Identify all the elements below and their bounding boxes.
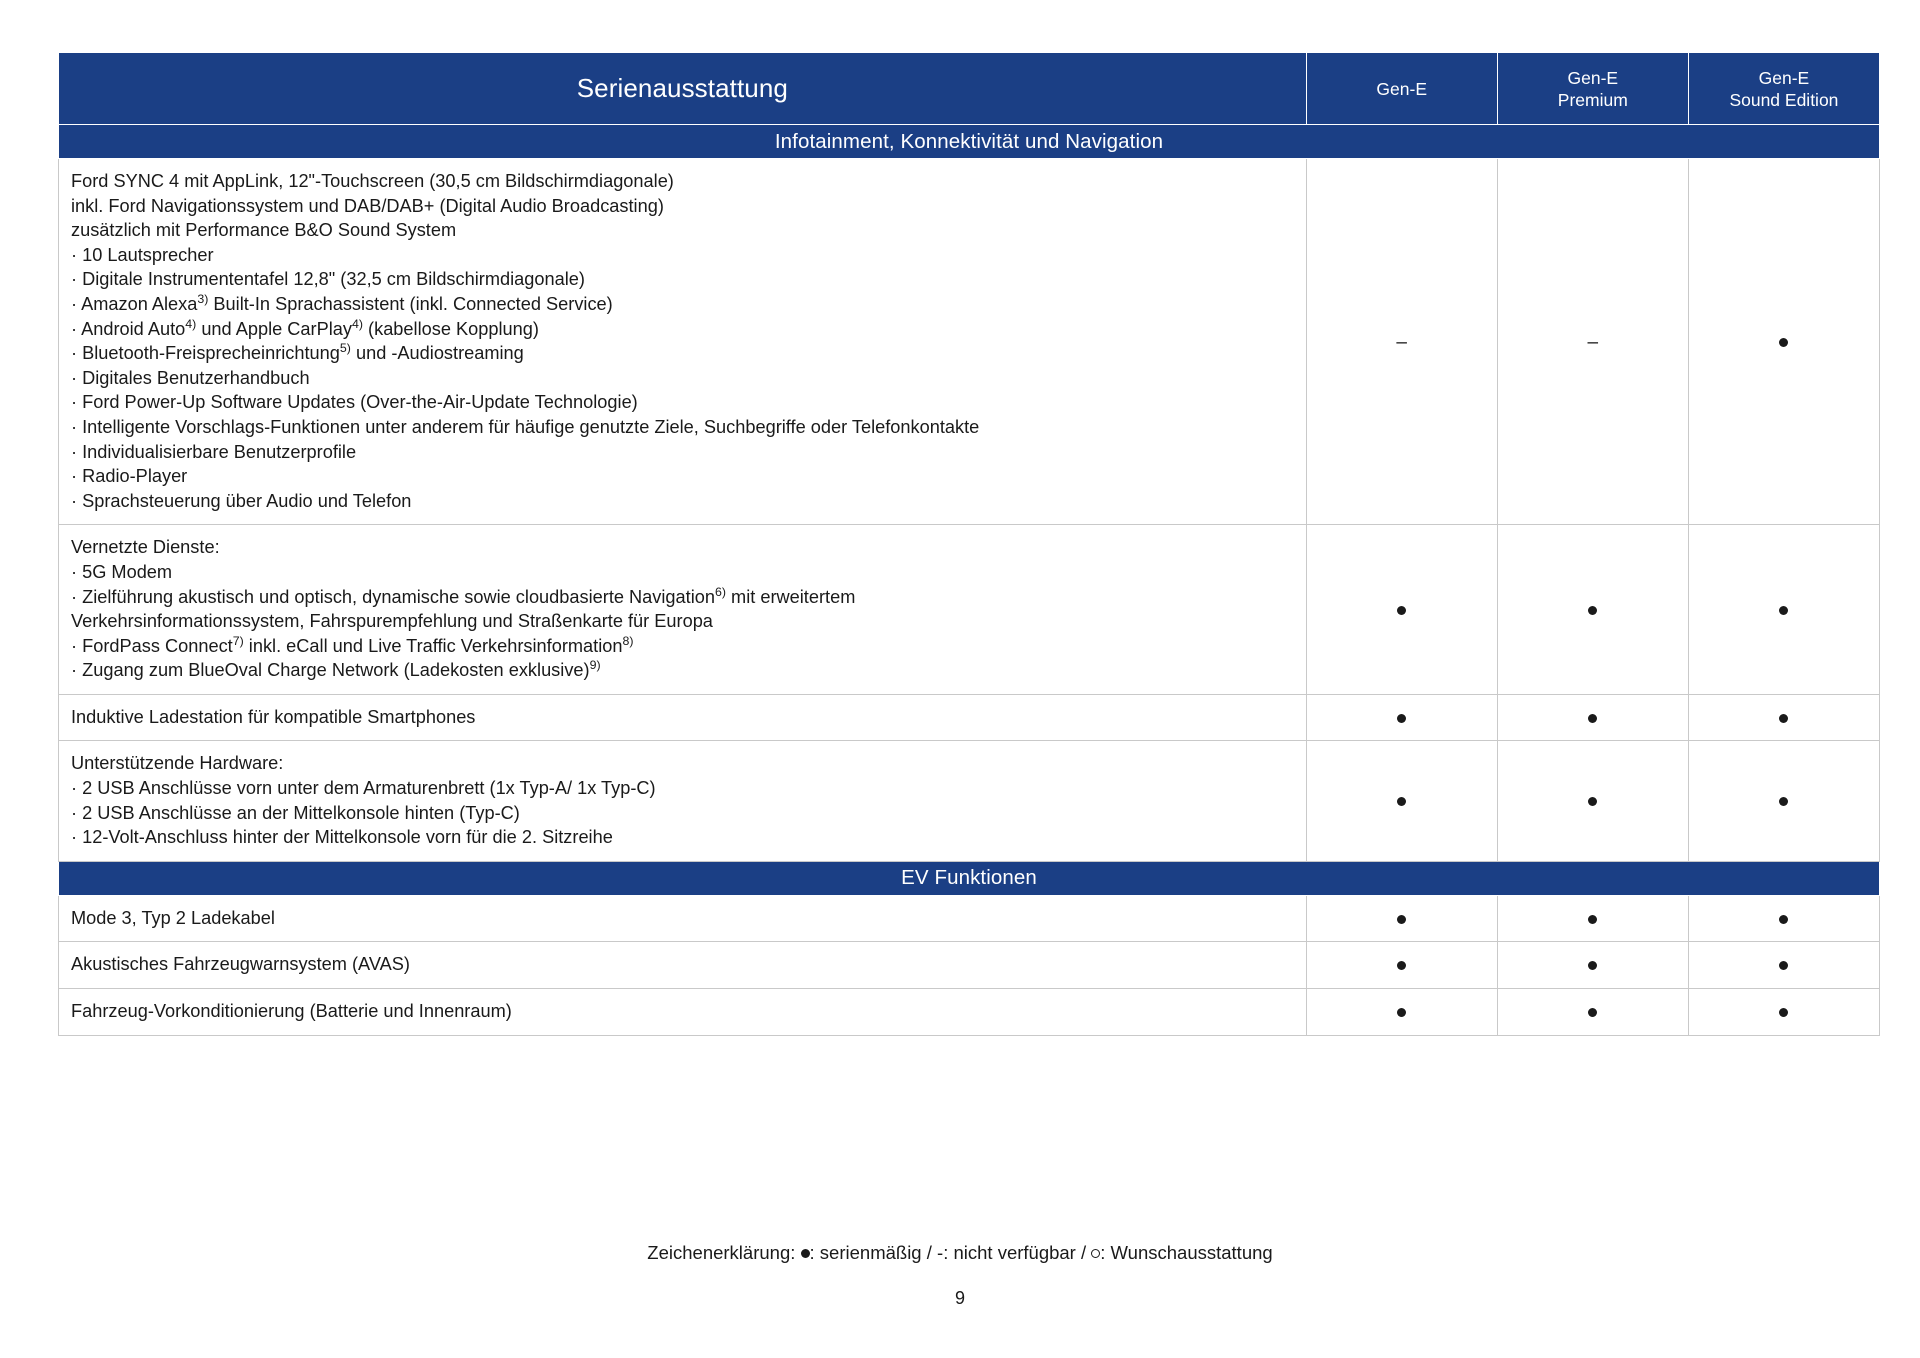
feature-line: · 2 USB Anschlüsse vorn unter dem Armaturenbrett (1x Typ-A/ 1x Typ-C)	[71, 778, 656, 799]
column-header-line: Gen-E	[1376, 78, 1427, 99]
table-title-cell: Serienausstattung	[59, 53, 1307, 125]
table-row	[59, 942, 1880, 989]
filled-dot-icon	[1397, 915, 1406, 924]
feature-cell	[59, 525, 1307, 695]
header-row	[59, 53, 1880, 125]
feature-line: Fahrzeug-Vorkonditionierung (Batterie und Innenraum)	[71, 1001, 512, 1022]
table-row	[59, 694, 1880, 741]
footnote-marker: 5)	[339, 341, 351, 356]
legend-standard: : serienmäßig /	[809, 1242, 938, 1263]
availability-standard	[1306, 895, 1497, 942]
column-header-gen-e-premium	[1497, 53, 1688, 125]
filled-dot-icon	[1588, 1008, 1597, 1017]
table-body	[59, 125, 1880, 1036]
feature-cell	[59, 942, 1307, 989]
footnote-marker: 4)	[351, 316, 363, 331]
availability-standard	[1306, 694, 1497, 741]
filled-dot-icon	[1588, 961, 1597, 970]
feature-line: · Radio-Player	[71, 466, 188, 487]
feature-line: Induktive Ladestation für kompatible Smartphones	[71, 706, 476, 727]
feature-line: · Zugang zum BlueOval Charge Network (Ladekosten exklusive)$^{9)}$	[71, 658, 601, 681]
section-band-row	[59, 861, 1880, 895]
availability-standard	[1306, 942, 1497, 989]
filled-dot-icon	[1588, 714, 1597, 723]
availability-standard	[1688, 895, 1879, 942]
filled-dot-icon	[1779, 1008, 1788, 1017]
filled-dot-icon	[1588, 606, 1597, 615]
dash-icon: –	[1587, 331, 1599, 353]
hollow-circle-icon	[1091, 1249, 1100, 1258]
feature-line: · Sprachsteuerung über Audio und Telefon	[71, 490, 412, 511]
feature-line: · Android Auto$^{4)}$ und Apple CarPlay$^{4)}$ (kabellose Kopplung)	[71, 316, 539, 339]
dash-icon: –	[1396, 331, 1407, 353]
feature-line: Vernetzte Dienste:	[71, 537, 220, 558]
availability-standard	[1688, 942, 1879, 989]
footnote-marker: 3)	[197, 291, 209, 306]
footnote-marker: 4)	[185, 316, 197, 331]
availability-standard	[1688, 159, 1879, 525]
legend-unavailable: -: nicht verfügbar /	[937, 1242, 1092, 1263]
column-header-gen-e	[1306, 53, 1497, 125]
table-row	[59, 741, 1880, 861]
feature-line: · 2 USB Anschlüsse an der Mittelkonsole hinten (Typ-C)	[71, 802, 520, 823]
feature-line: · Bluetooth-Freisprecheinrichtung$^{5)}$ und -Audiostreaming	[71, 341, 524, 364]
availability-standard	[1306, 989, 1497, 1036]
availability-unavailable	[1306, 159, 1497, 525]
filled-dot-icon	[1397, 1008, 1406, 1017]
feature-line: Mode 3, Typ 2 Ladekabel	[71, 907, 275, 928]
legend-prefix: Zeichenerklärung:	[647, 1242, 801, 1263]
filled-dot-icon	[1779, 714, 1788, 723]
availability-standard	[1497, 895, 1688, 942]
feature-line: · Intelligente Vorschlags-Funktionen unter anderem für häufige genutzte Ziele, Suchbegriffe oder Telefonkontakte	[71, 416, 980, 437]
feature-line: · Digitale Instrumententafel 12,8" (32,5 cm Bildschirmdiagonale)	[71, 269, 585, 290]
feature-line: · FordPass Connect$^{7)}$ inkl. eCall und Live Traffic Verkehrsinformation$^{8)}$	[71, 633, 634, 656]
column-header-line: Gen-E	[1758, 67, 1810, 88]
column-header-gen-e-sound-edition	[1688, 53, 1879, 125]
filled-dot-icon	[1779, 606, 1788, 615]
column-header-line: Sound Edition	[1729, 89, 1839, 110]
table-row	[59, 895, 1880, 942]
table-row	[59, 989, 1880, 1036]
feature-line: Unterstützende Hardware:	[71, 753, 284, 774]
feature-cell	[59, 989, 1307, 1036]
feature-cell	[59, 694, 1307, 741]
filled-dot-icon	[1397, 961, 1406, 970]
feature-line: zusätzlich mit Performance B&O Sound System	[71, 220, 457, 241]
section-band-label: EV Funktionen	[59, 861, 1880, 895]
equipment-spec-table	[58, 52, 1880, 1036]
filled-dot-icon	[801, 1249, 810, 1258]
feature-line: · 12-Volt-Anschluss hinter der Mittelkonsole vorn für die 2. Sitzreihe	[71, 827, 613, 848]
availability-unavailable	[1497, 159, 1688, 525]
availability-standard	[1688, 989, 1879, 1036]
legend	[0, 1242, 1920, 1264]
filled-dot-icon	[1779, 338, 1788, 347]
feature-line: · 5G Modem	[71, 561, 173, 582]
availability-standard	[1497, 989, 1688, 1036]
table-header	[59, 53, 1880, 125]
availability-standard	[1688, 741, 1879, 861]
footnote-marker: 9)	[589, 658, 601, 673]
availability-standard	[1497, 525, 1688, 695]
feature-line: Verkehrsinformationssystem, Fahrspurempfehlung und Straßenkarte für Europa	[71, 611, 713, 632]
footnote-marker: 7)	[232, 633, 244, 648]
feature-line: Akustisches Fahrzeugwarnsystem (AVAS)	[71, 954, 410, 975]
filled-dot-icon	[1588, 915, 1597, 924]
feature-line: · Amazon Alexa$^{3)}$ Built-In Sprachassistent (inkl. Connected Service)	[71, 291, 613, 314]
column-header-line: Gen-E	[1567, 67, 1619, 88]
filled-dot-icon	[1779, 797, 1788, 806]
availability-standard	[1306, 525, 1497, 695]
section-band-row	[59, 125, 1880, 159]
filled-dot-icon	[1397, 606, 1406, 615]
page-number: 9	[954, 1288, 965, 1308]
column-header-line: Premium	[1557, 89, 1628, 110]
availability-standard	[1688, 694, 1879, 741]
section-band-label: Infotainment, Konnektivität und Navigation	[59, 125, 1880, 159]
availability-standard	[1306, 741, 1497, 861]
feature-cell	[59, 895, 1307, 942]
feature-line: · Ford Power-Up Software Updates (Over-the-Air-Update Technologie)	[71, 392, 638, 413]
availability-standard	[1688, 525, 1879, 695]
feature-line: · 10 Lautsprecher	[71, 244, 214, 265]
feature-line: · Digitales Benutzerhandbuch	[71, 367, 310, 388]
feature-line: Ford SYNC 4 mit AppLink, 12"-Touchscreen (30,5 cm Bildschirmdiagonale)	[71, 171, 674, 191]
filled-dot-icon	[1397, 797, 1406, 806]
table-row	[59, 525, 1880, 695]
footnote-marker: 6)	[714, 584, 726, 599]
availability-standard	[1497, 942, 1688, 989]
feature-line: inkl. Ford Navigationssystem und DAB/DAB+ (Digital Audio Broadcasting)	[71, 195, 664, 216]
filled-dot-icon	[1779, 961, 1788, 970]
filled-dot-icon	[1779, 915, 1788, 924]
table-row	[59, 159, 1880, 525]
filled-dot-icon	[1397, 714, 1406, 723]
feature-line: · Individualisierbare Benutzerprofile	[71, 441, 357, 462]
feature-line: · Zielführung akustisch und optisch, dynamische sowie cloudbasierte Navigation$^{6)}$ mit erweitertem	[71, 584, 856, 607]
feature-cell	[59, 159, 1307, 525]
availability-standard	[1497, 694, 1688, 741]
filled-dot-icon	[1588, 797, 1597, 806]
footnote-marker: 8)	[622, 633, 634, 648]
feature-cell	[59, 741, 1307, 861]
availability-standard	[1497, 741, 1688, 861]
legend-optional: : Wunschausstattung	[1100, 1242, 1273, 1263]
